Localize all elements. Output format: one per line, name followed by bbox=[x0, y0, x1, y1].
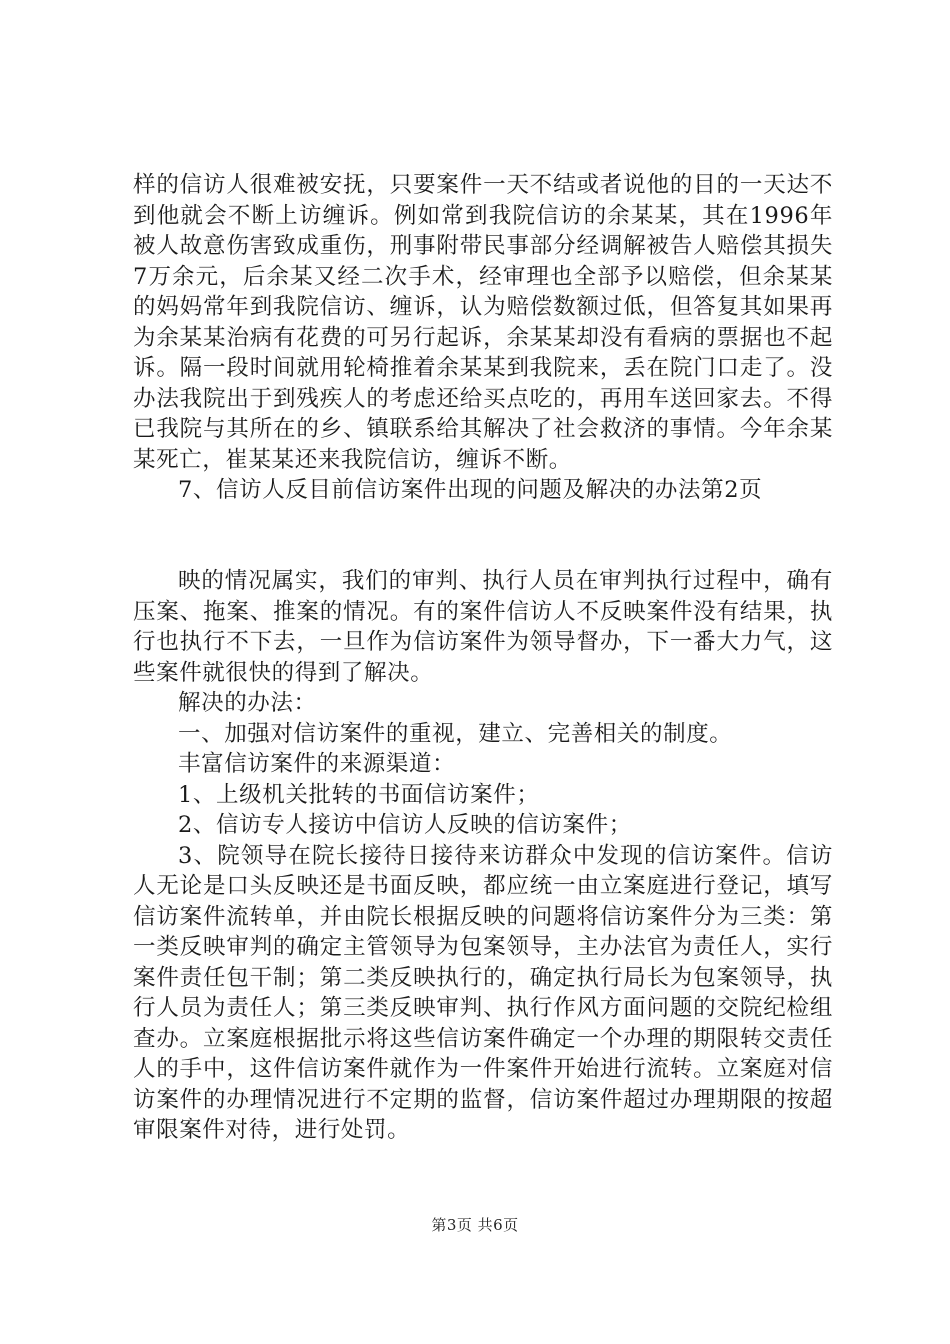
list-item-source-2: 2、信访专人接访中信访人反映的信访案件； bbox=[178, 812, 632, 838]
list-item-source-3: 3、院领导在院长接待日接待来访群众中发现的信访案件。信访人无论是口头反映还是书面反映，都应统一由立案庭进行登记，填写信访案件流转单，并由院长根据反映的问题将信访案件分为三类：第一类反映审判的确定主管领导为包案领导，主办法官为责任人，实行案件责任包干制；第二类反映执行的，确定执行局长为包案领导，执行人员为责任人；第三类反映审判、执行作风方面问题的交院纪检组查办。立案庭根据批示将这些信访案件确定一个办理的期限转交责任人的手中，这件信访案件就作为一件案件开始进行流转。立案庭对信访案件的办理情况进行不定期的监督，信访案件超过办理期限的按超审限案件对待，进行处罚。 bbox=[133, 842, 833, 1143]
text-block-main bbox=[133, 566, 833, 1146]
paragraph-sources-heading: 丰富信访案件的来源渠道： bbox=[178, 751, 456, 777]
page-number-footer: 第3页 共6页 bbox=[431, 1216, 519, 1234]
paragraph-case-example: 样的信访人很难被安抚，只要案件一天不结或者说他的目的一天达不到他就会不断上访缠诉。例如常到我院信访的余某某，其在1996年被人故意伤害致成重伤，刑事附带民事部分经调解被告人赔偿其损失7万余元，后余某又经二次手术，经审理也全部予以赔偿，但余某某的妈妈常年到我院信访、缠诉，认为赔偿数额过低，但答复其如果再为余某某治病有花费的可另行起诉，余某某却没有看病的票据也不起诉。隔一段时间就用轮椅推着余某某到我院来，丢在院门口走了。没办法我院出于到残疾人的考虑还给买点吃的，再用车送回家去。不得已我院与其所在的乡、镇联系给其解决了社会救济的事情。今年余某某死亡，崔某某还来我院信访，缠诉不断。 bbox=[133, 172, 833, 473]
paragraph-section-heading: 7、信访人反目前信访案件出现的问题及解决的办法第2页 bbox=[178, 477, 763, 503]
list-item-source-1: 1、上级机关批转的书面信访案件； bbox=[178, 781, 540, 808]
paragraph-point-one: 一、加强对信访案件的重视，建立、完善相关的制度。 bbox=[178, 720, 733, 747]
text-block-top bbox=[133, 170, 833, 506]
paragraph-situation: 映的情况属实，我们的审判、执行人员在审判执行过程中，确有压案、拖案、推案的情况。有的案件信访人不反映案件没有结果，执行也执行不下去，一旦作为信访案件为领导督办，下一番大力气，这些案件就很快的得到了解决。 bbox=[133, 568, 833, 686]
paragraph-solutions-heading: 解决的办法： bbox=[178, 690, 317, 716]
